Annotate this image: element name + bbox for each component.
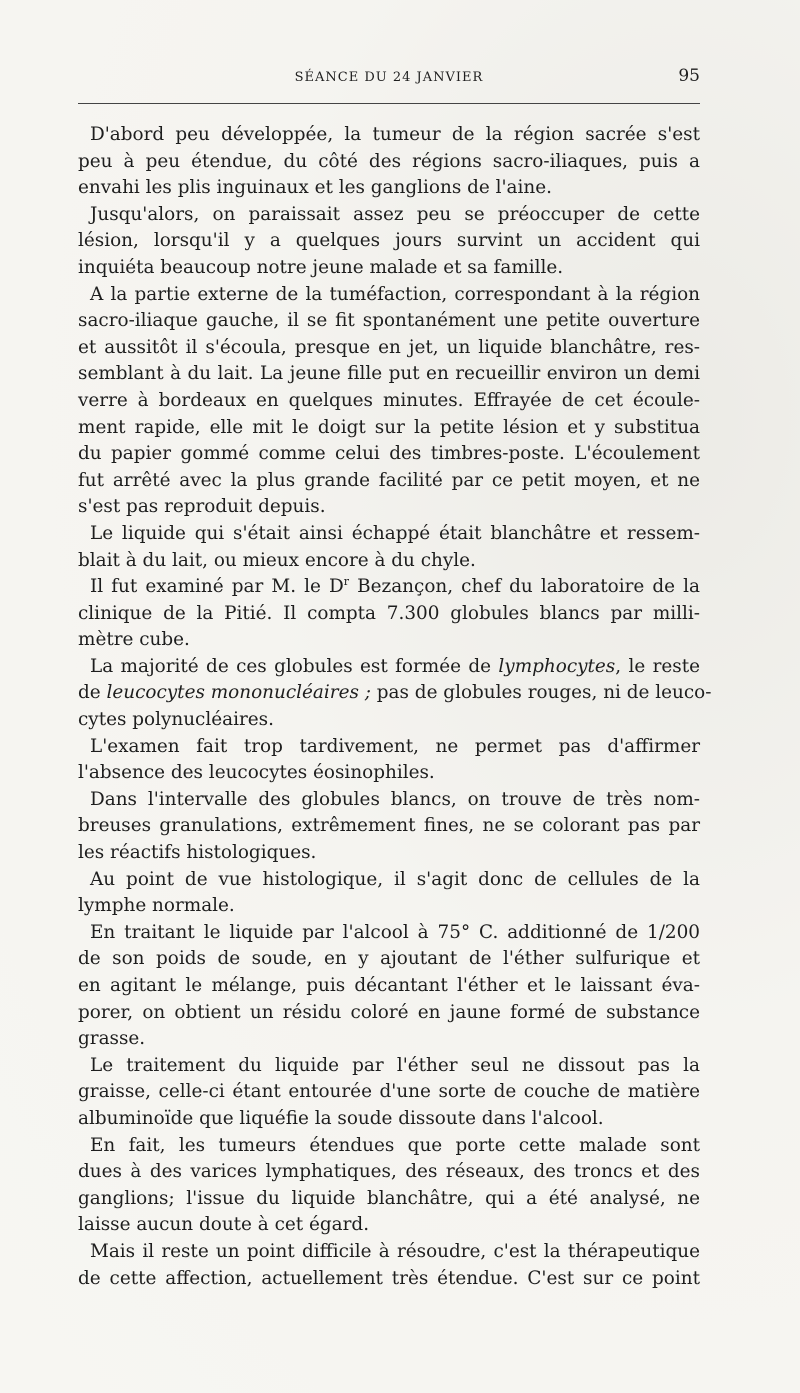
text-line: lymphe normale.: [78, 895, 235, 917]
text-line: Le liquide qui s'était ainsi échappé était blanchâtre et ressem-: [90, 522, 700, 544]
text-line: s'est pas reproduit depuis.: [78, 496, 326, 518]
text-line: D'abord peu développée, la tumeur de la région sacrée s'est: [90, 124, 700, 145]
text-line: de cette affection, actuellement très étendue. C'est sur ce point: [78, 1267, 700, 1289]
text-line: clinique de la Pitié. Il compta 7.300 globules blancs par milli-: [78, 602, 700, 624]
text-line: L'examen fait trop tardivement, ne permet pas d'affirmer: [90, 735, 700, 757]
text-line-with-italic: [78, 680, 712, 707]
italic-term: lymphocytes: [498, 655, 616, 677]
header-rule: [78, 103, 700, 104]
text-line-with-italic: [78, 654, 700, 681]
text-line: blait à du lait, ou mieux encore à du chyle.: [78, 549, 476, 571]
text-segment: Bezançon, chef du laboratoire de la: [349, 576, 700, 598]
page-number: 95: [678, 66, 700, 86]
text-line: mètre cube.: [78, 629, 190, 651]
text-line-with-superscript: [78, 574, 700, 601]
text-line: graisse, celle-ci étant entourée d'une sorte de couche de matière: [78, 1081, 700, 1103]
text-line: inquiéta beaucoup notre jeune malade et sa famille.: [78, 256, 564, 278]
text-line: En traitant le liquide par l'alcool à 75° C. additionné de 1/200: [90, 921, 700, 943]
text-line: de son poids de soude, en y ajoutant de l'éther sulfurique et: [78, 948, 700, 970]
text-line: envahi les plis inguinaux et les ganglions de l'aine.: [78, 177, 552, 199]
text-line: ment rapide, elle mit le doigt sur la petite lésion et y substitua: [78, 416, 700, 438]
text-line: verre à bordeaux en quelques minutes. Effrayée de cet écoule-: [78, 389, 700, 411]
italic-term: leucocytes mononucléaires ;: [106, 682, 371, 704]
text-segment: de: [78, 682, 107, 704]
body-text: [78, 122, 712, 1292]
text-segment: Il fut examiné par M. le D: [90, 576, 344, 598]
text-line: peu à peu étendue, du côté des régions sacro-iliaques, puis a: [78, 150, 700, 172]
text-line: Au point de vue histologique, il s'agit donc de cellules de la: [90, 868, 700, 890]
running-head: SÉANCE DU 24 JANVIER: [294, 70, 484, 85]
text-line: en agitant le mélange, puis décantant l'éther et le laissant éva-: [78, 975, 700, 996]
text-line: Jusqu'alors, on paraissait assez peu se préoccuper de cette: [90, 203, 700, 225]
text-line: A la partie externe de la tuméfaction, correspondant à la région: [90, 283, 700, 305]
page-header: [78, 66, 700, 92]
text-line: Mais il reste un point difficile à résoudre, c'est la thérapeutique: [90, 1240, 700, 1262]
text-segment: pas de globules rouges, ni de leuco-: [370, 682, 712, 704]
text-line: du papier gommé comme celui des timbres-poste. L'écoulement: [78, 443, 700, 465]
text-line: cytes polynucléaires.: [78, 709, 274, 731]
text-segment: , le reste: [615, 655, 700, 677]
text-line: albuminoïde que liquéfie la soude dissoute dans l'alcool.: [78, 1107, 604, 1129]
text-line: semblant à du lait. La jeune fille put en recueillir environ un demi: [78, 363, 700, 385]
text-line: laisse aucun doute à cet égard.: [78, 1214, 370, 1236]
text-line: ganglions; l'issue du liquide blanchâtre, qui a été analysé, ne: [78, 1187, 700, 1209]
text-line: grasse.: [78, 1028, 146, 1050]
superscript: r: [343, 574, 350, 588]
text-line: breuses granulations, extrêmement fines, ne se colorant pas par: [78, 815, 700, 837]
text-line: porer, on obtient un résidu coloré en jaune formé de substance: [78, 1001, 700, 1023]
text-line: l'absence des leucocytes éosinophiles.: [78, 762, 435, 784]
text-line: Le traitement du liquide par l'éther seul ne dissout pas la: [90, 1054, 700, 1076]
text-line: et aussitôt il s'écoula, presque en jet, un liquide blanchâtre, res-: [78, 336, 700, 358]
text-line: dues à des varices lymphatiques, des réseaux, des troncs et des: [78, 1161, 700, 1183]
text-line: sacro-iliaque gauche, il se fit spontanément une petite ouverture: [78, 310, 700, 332]
text-line: En fait, les tumeurs étendues que porte cette malade sont: [90, 1134, 700, 1156]
text-line: lésion, lorsqu'il y a quelques jours survint un accident qui: [78, 230, 700, 252]
text-line: Dans l'intervalle des globules blancs, on trouve de très nom-: [90, 788, 700, 810]
text-line: fut arrêté avec la plus grande facilité par ce petit moyen, et ne: [78, 469, 700, 491]
text-line: les réactifs histologiques.: [78, 842, 317, 864]
text-segment: La majorité de ces globules est formée de: [90, 655, 499, 677]
